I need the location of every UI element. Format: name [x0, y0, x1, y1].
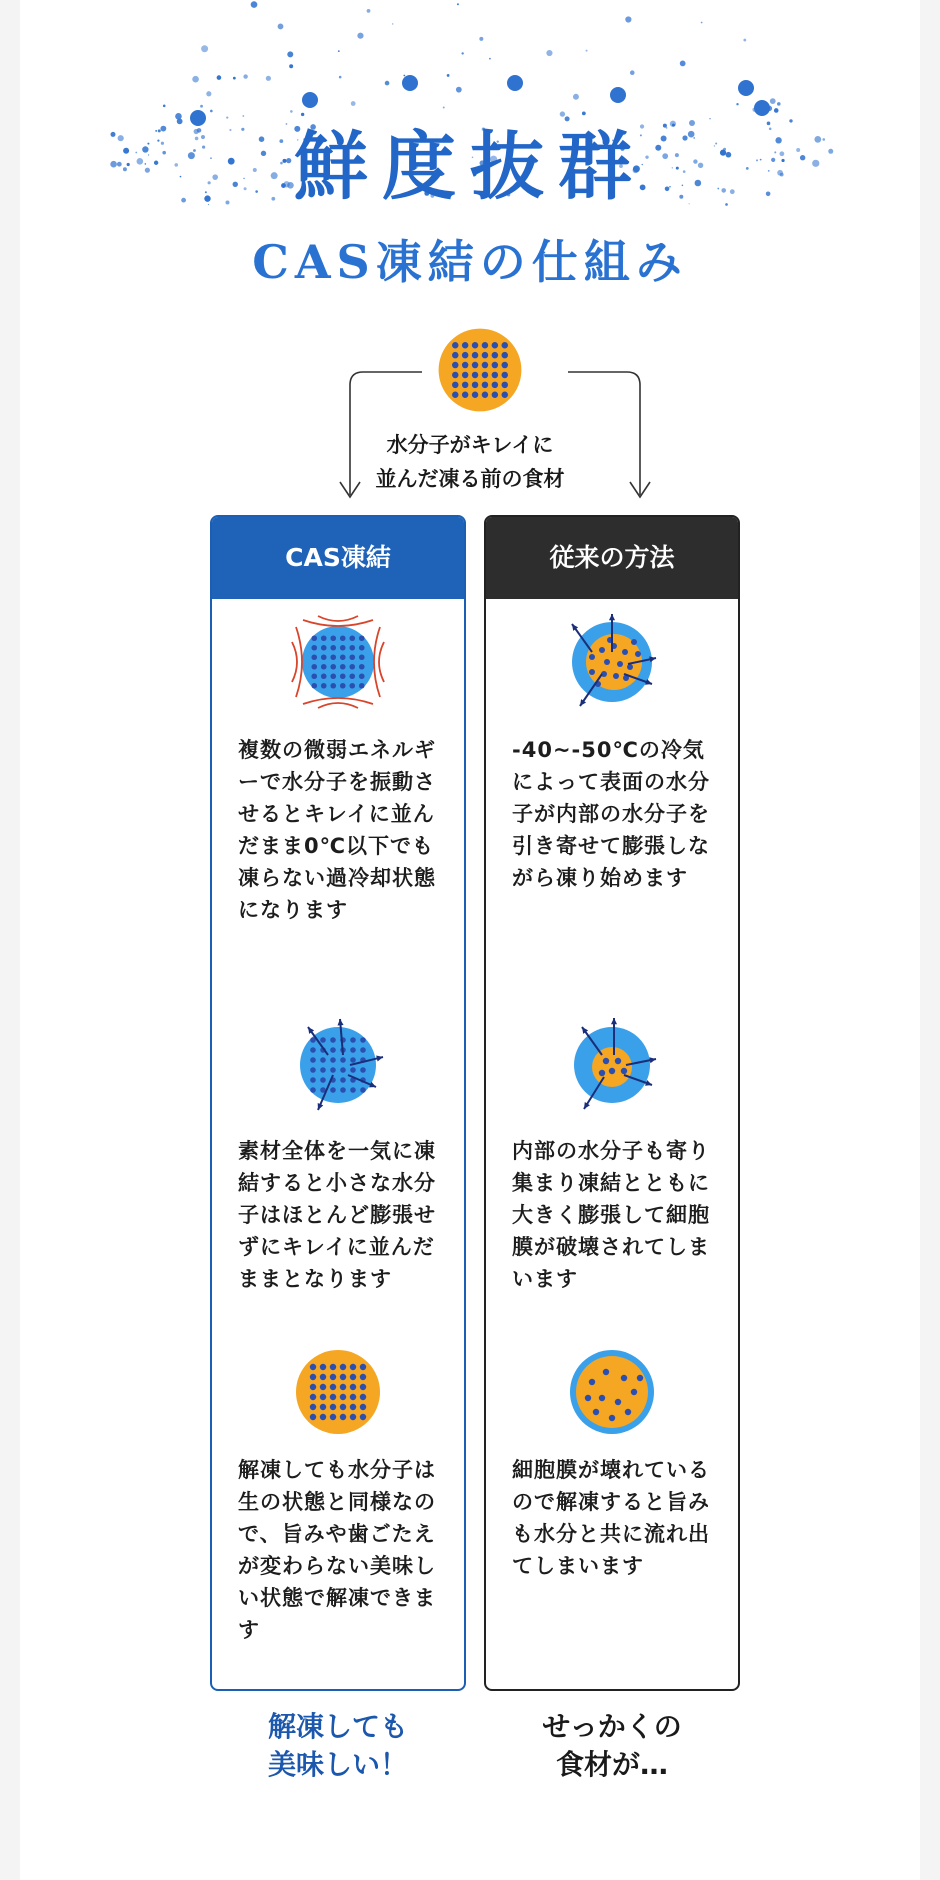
cas-step-1-text: 複数の微弱エネルギーで水分子を振動させるとキレイに並んだまま0℃以下でも凍らない過冷却状態になります: [238, 738, 436, 922]
conventional-conclusion: [484, 1708, 740, 1784]
cas-step-3-text: 解凍しても水分子は生の状態と同様なので、旨みや歯ごたえが変わらない美味しい状態で解凍できます: [238, 1458, 436, 1642]
molecule-vibrating-icon: [288, 612, 388, 712]
cas-conclusion: [210, 1708, 466, 1784]
conventional-step-1-text: -40~-50℃の冷気によって表面の水分子が内部の水分子を引き寄せて膨張しながら凍り始めます: [512, 738, 710, 890]
page: [20, 0, 920, 1880]
conventional-column-header: 従来の方法: [486, 517, 738, 599]
cas-conclusion-line-1: 解凍しても: [267, 1710, 408, 1743]
conventional-step-3-text: 細胞膜が壊れているので解凍すると旨みも水分と共に流れ出てしまいます: [512, 1458, 710, 1578]
page-subtitle: CAS凍結の仕組み: [252, 235, 688, 289]
conventional-conclusion-line-2: 食材が…: [555, 1748, 668, 1781]
intro-text: [350, 428, 590, 496]
molecule-thawed-intact-icon: [288, 1342, 388, 1442]
intro-line-1: 水分子がキレイに: [386, 433, 554, 457]
orange-ball-grid-icon: [435, 325, 525, 415]
molecule-frozen-uniform-icon: [288, 1015, 388, 1115]
intro-line-2: 並んだ凍る前の食材: [375, 467, 565, 491]
molecule-expanding-icon: [562, 1015, 662, 1115]
conventional-conclusion-line-1: せっかくの: [542, 1710, 682, 1743]
cas-column: [210, 515, 466, 1691]
page-title: 鮮度抜群: [294, 124, 646, 210]
conventional-step-2-text: 内部の水分子も寄り集まり凍結とともに大きく膨張して細胞膜が破壊されてしまいます: [512, 1139, 710, 1291]
molecule-surface-freezing-icon: [562, 612, 662, 712]
conventional-column: [484, 515, 740, 1691]
cas-conclusion-line-2: 美味しい！: [267, 1748, 408, 1781]
cas-step-2-text: 素材全体を一気に凍結すると小さな水分子はほとんど膨張せずにキレイに並んだままとなります: [238, 1139, 436, 1291]
molecule-damaged-icon: [562, 1342, 662, 1442]
cas-column-header: CAS凍結: [212, 517, 464, 599]
